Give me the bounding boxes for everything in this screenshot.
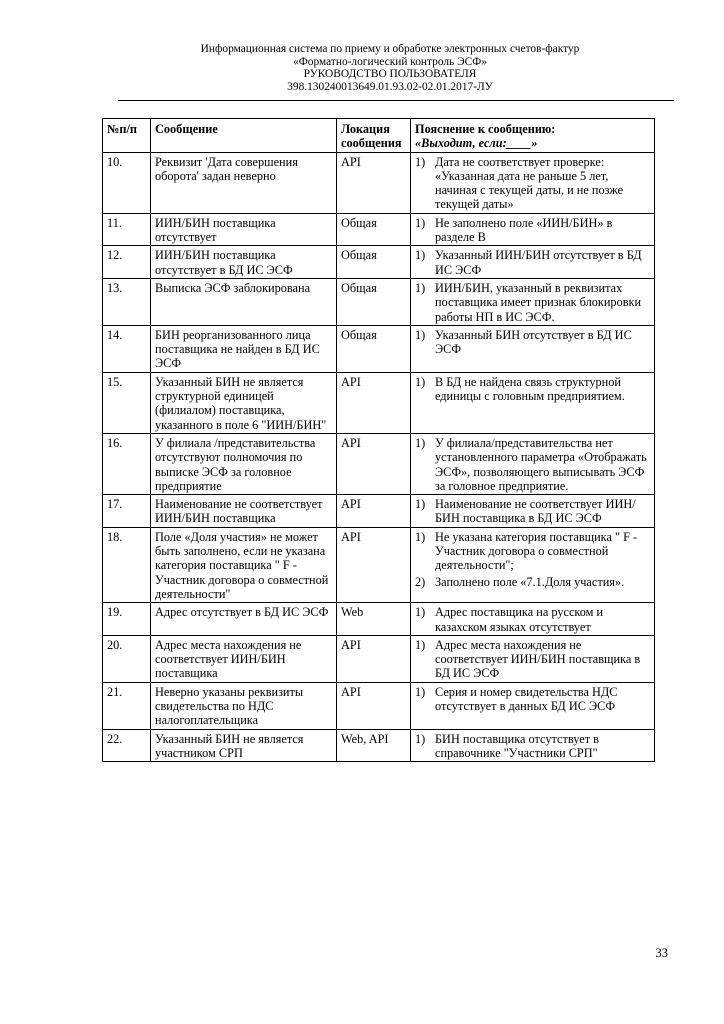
row-message: Адрес отсутствует в БД ИС ЭСФ [151, 603, 337, 636]
row-message: Неверно указаны реквизиты свидетельства по НДС налогоплательщика [151, 682, 337, 729]
row-number: 20. [103, 635, 151, 682]
row-number: 11. [103, 213, 151, 246]
row-explanation [411, 152, 655, 213]
explanation-item-number: 1) [415, 684, 426, 699]
table-row [103, 325, 655, 372]
row-message: Указанный БИН не является участником СРП [151, 729, 337, 762]
row-explanation [411, 495, 655, 528]
explanation-item-text: У филиала/представительства нет установленного параметра «Отображать ЭСФ», позволяющего выписывать ЭСФ за головное предприятие. [435, 435, 647, 493]
header-divider [118, 100, 674, 101]
table-row [103, 152, 655, 213]
row-location: API [337, 152, 411, 213]
row-location: Web [337, 603, 411, 636]
explanation-item [415, 575, 651, 589]
page-number: 33 [655, 946, 668, 960]
row-location: Общая [337, 213, 411, 246]
row-number: 10. [103, 152, 151, 213]
explanation-item [415, 530, 651, 573]
header-doc-type: РУКОВОДСТВО ПОЛЬЗОВАТЕЛЯ [303, 68, 477, 81]
table-row [103, 682, 655, 729]
explanation-item [415, 497, 651, 526]
header-num: №п/п [103, 119, 151, 153]
row-location: API [337, 635, 411, 682]
explanation-item [415, 216, 651, 245]
row-location: Общая [337, 325, 411, 372]
explanation-item-number: 1) [415, 374, 426, 389]
row-message: У филиала /представительства отсутствуют полномочия по выписке ЭСФ за головное предприятие [151, 433, 337, 494]
row-number: 16. [103, 433, 151, 494]
row-message: ИИН/БИН поставщика отсутствует в БД ИС ЭСФ [151, 246, 337, 279]
explanation-item-number: 1) [415, 327, 426, 342]
row-location: API [337, 495, 411, 528]
row-number: 19. [103, 603, 151, 636]
table-row [103, 495, 655, 528]
row-location: Общая [337, 246, 411, 279]
row-number: 17. [103, 495, 151, 528]
table-row [103, 729, 655, 762]
row-location: API [337, 527, 411, 602]
row-explanation [411, 635, 655, 682]
table-row [103, 635, 655, 682]
header-doc-code: 398.130240013649.01.93.02-02.01.2017-ЛУ [287, 80, 493, 93]
row-explanation [411, 278, 655, 325]
row-explanation [411, 433, 655, 494]
explanation-item-text: Адрес места нахождения не соответствует ИИН/БИН поставщика в БД ИС ЭСФ [435, 637, 641, 681]
explanation-item [415, 605, 651, 634]
row-number: 18. [103, 527, 151, 602]
row-message: ИИН/БИН поставщика отсутствует [151, 213, 337, 246]
explanation-item-text: Указанный БИН отсутствует в БД ИС ЭСФ [435, 327, 632, 357]
row-explanation [411, 213, 655, 246]
explanation-item-number: 1) [415, 497, 426, 512]
explanation-item [415, 732, 651, 761]
explanation-item-number: 1) [415, 280, 426, 295]
row-number: 15. [103, 372, 151, 433]
row-explanation [411, 729, 655, 762]
explanation-item-number: 1) [415, 248, 426, 263]
explanation-item-text: БИН поставщика отсутствует в справочнике "Участники СРП" [435, 731, 599, 760]
explanation-item [415, 328, 651, 357]
explanation-item-text: Дата не соответствует проверке: «Указанная дата не раньше 5 лет, начиная с текущей даты, и не позже текущей даты» [435, 154, 624, 212]
explanation-item-number: 1) [415, 154, 426, 169]
table-row [103, 372, 655, 433]
explanation-item [415, 248, 651, 277]
row-message: Адрес места нахождения не соответствует ИИН/БИН поставщика [151, 635, 337, 682]
row-message: Поле «Доля участия» не может быть заполнено, если не указана категория поставщика " F - Участник договора о совместной деятельности" [151, 527, 337, 602]
row-explanation [411, 246, 655, 279]
explanation-item [415, 436, 651, 493]
row-location: API [337, 682, 411, 729]
table-row [103, 527, 655, 602]
explanation-item-number: 1) [415, 637, 426, 652]
explanation-item-text: Серия и номер свидетельства НДС отсутствует в данных БД ИС ЭСФ [435, 684, 618, 713]
messages-table [102, 118, 655, 762]
table-row [103, 433, 655, 494]
row-number: 14. [103, 325, 151, 372]
explanation-item-text: Не указана категория поставщика " F - Участник договора о совместной деятельности"; [435, 529, 638, 573]
row-number: 12. [103, 246, 151, 279]
explanation-item [415, 685, 651, 714]
explanation-item-text: Наименование не соответствует ИИН/БИН поставщика в БД ИС ЭСФ [435, 497, 636, 526]
row-number: 13. [103, 278, 151, 325]
row-explanation [411, 527, 655, 602]
header-explanation-title: Пояснение к сообщению: [415, 122, 556, 136]
table-row [103, 603, 655, 636]
header-location: Локация сообщения [337, 119, 411, 153]
explanation-item [415, 155, 651, 212]
explanation-item-number: 1) [415, 435, 426, 450]
header-message: Сообщение [151, 119, 337, 153]
explanation-item-number: 1) [415, 605, 426, 620]
row-explanation [411, 325, 655, 372]
table-header-row [103, 119, 655, 153]
row-explanation [411, 603, 655, 636]
document-header [150, 43, 630, 93]
table-row [103, 213, 655, 246]
row-location: Общая [337, 278, 411, 325]
explanation-item-text: Не заполнено поле «ИИН/БИН» в разделе В [435, 215, 613, 245]
explanation-item [415, 638, 651, 681]
table-row [103, 246, 655, 279]
row-explanation [411, 682, 655, 729]
explanation-item-number: 2) [415, 574, 426, 589]
explanation-item-text: Указанный ИИН/БИН отсутствует в БД ИС ЭСФ [435, 248, 642, 277]
row-number: 22. [103, 729, 151, 762]
header-subsystem: «Форматно-логический контроль ЭСФ» [293, 55, 487, 68]
row-location: API [337, 433, 411, 494]
row-message: Наименование не соответствует ИИН/БИН поставщика [151, 495, 337, 528]
explanation-item-text: Заполнено поле «7.1.Доля участия». [435, 574, 625, 589]
row-message: Реквизит 'Дата совершения оборота' задан неверно [151, 152, 337, 213]
explanation-item-number: 1) [415, 529, 426, 544]
explanation-item-text: ИИН/БИН, указанный в реквизитах поставщика имеет признак блокировки работы НП в ИС ЭСФ. [435, 280, 642, 324]
row-message: Выписка ЭСФ заблокирована [151, 278, 337, 325]
row-number: 21. [103, 682, 151, 729]
table-row [103, 278, 655, 325]
header-explanation [411, 119, 655, 153]
row-message: БИН реорганизованного лица поставщика не найден в БД ИС ЭСФ [151, 325, 337, 372]
row-location: API [337, 372, 411, 433]
header-system-name: Информационная система по приему и обработке электронных счетов-фактур [200, 43, 580, 55]
header-explanation-sub: «Выходит, если:____» [415, 136, 538, 151]
row-explanation [411, 372, 655, 433]
explanation-item [415, 281, 651, 324]
explanation-item [415, 375, 651, 404]
explanation-item-text: В БД не найдена связь структурной единицы с головным предприятием. [435, 374, 625, 404]
row-location: Web, API [337, 729, 411, 762]
explanation-item-number: 1) [415, 215, 426, 230]
explanation-item-number: 1) [415, 731, 426, 746]
explanation-item-text: Адрес поставщика на русском и казахском языках отсутствует [435, 605, 604, 634]
row-message: Указанный БИН не является структурной единицей (филиалом) поставщика, указанного в поле 6 "ИИН/БИН" [151, 372, 337, 433]
